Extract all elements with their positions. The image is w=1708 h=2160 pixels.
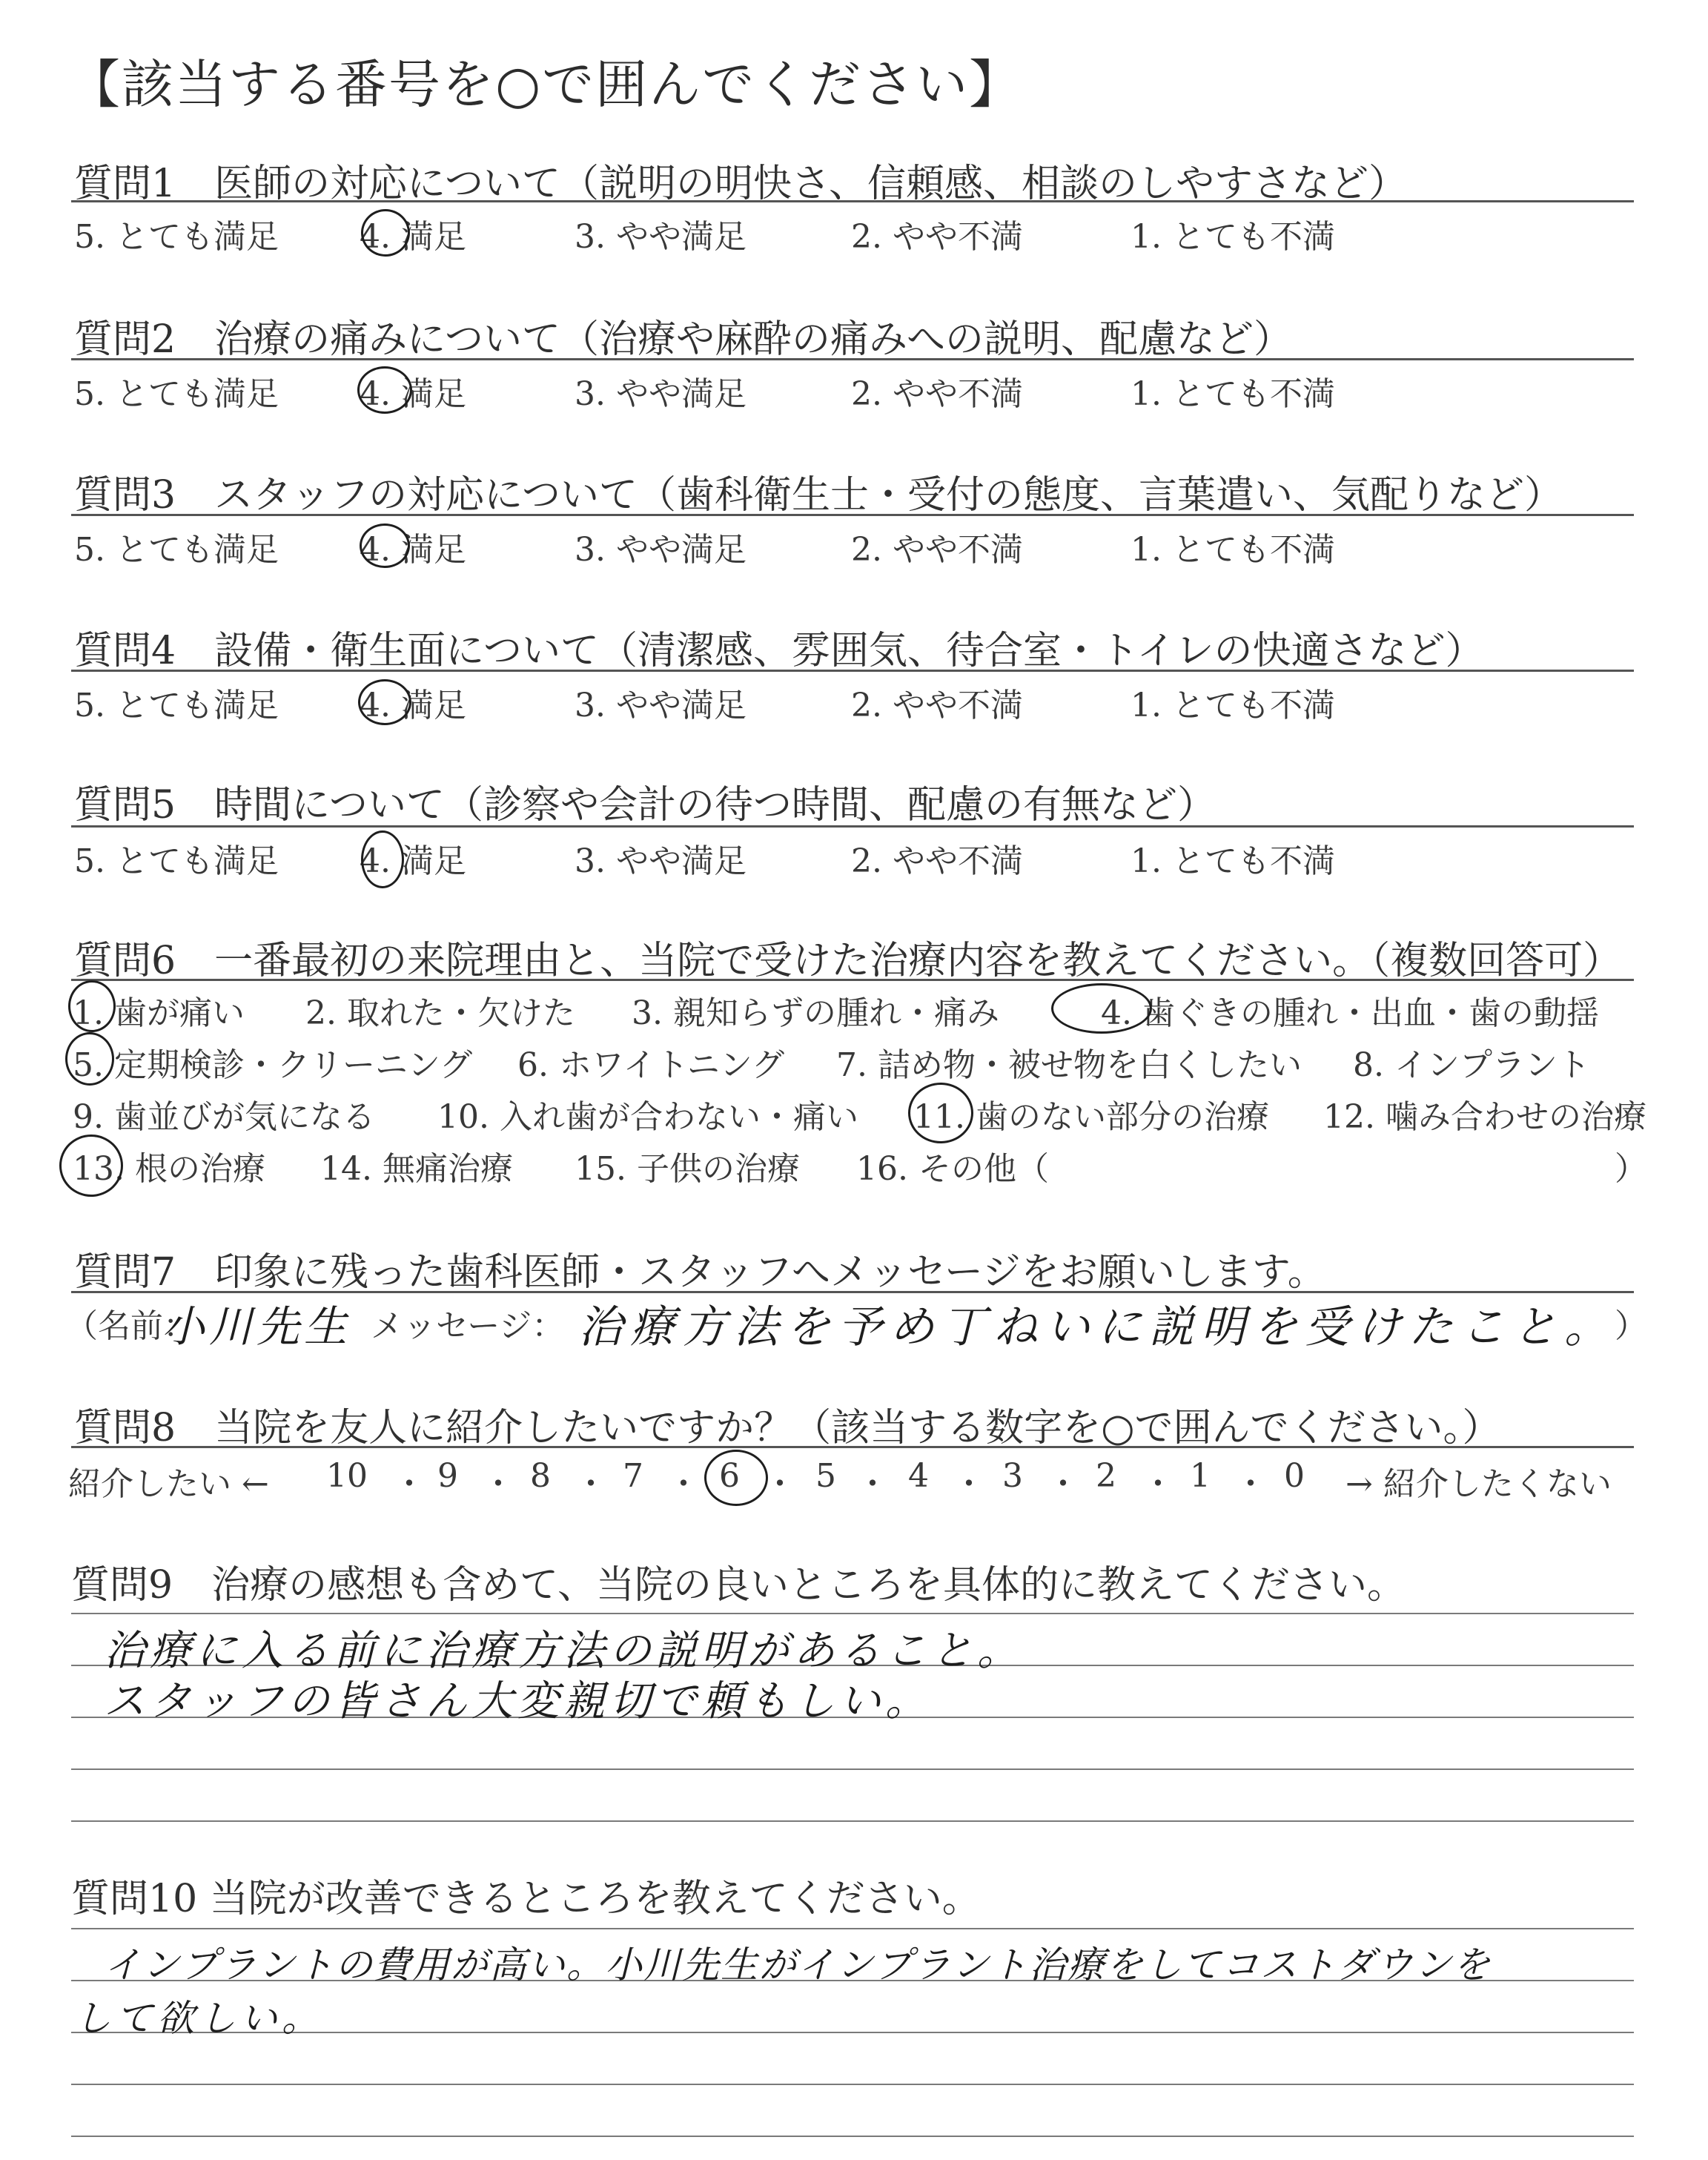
q2-title: 質問2 治療の痛みについて（治療や麻酔の痛みへの説明、配慮など） [74,317,1293,362]
q4-selected-circle [358,679,411,725]
q6-option-2[interactable]: 2. 取れた・欠けた [305,994,575,1032]
q8-rule [71,1446,1634,1448]
q4-title: 質問4 設備・衛生面について（清潔感、雰囲気、待合室・トイレの快適さなど） [74,629,1484,673]
q1-option-1[interactable]: 1. とても不満 [1131,218,1335,256]
q1-option-5[interactable]: 5. とても満足 [74,218,279,256]
q4-option-1[interactable]: 1. とても不満 [1131,687,1335,724]
q8-scale-1[interactable]: 1 [1190,1457,1211,1495]
q4-option-5[interactable]: 5. とても満足 [74,687,279,724]
q9-line-1 [71,1613,1634,1614]
q2-option-1[interactable]: 1. とても不満 [1131,375,1335,413]
q9-line-4 [71,1768,1634,1770]
q4-rule [71,670,1634,672]
q8-title: 質問8 当院を友人に紹介したいですか？（該当する数字を○で囲んでください。） [74,1406,1501,1450]
q8-left-label: 紹介したい ← [68,1465,269,1503]
q1-option-2[interactable]: 2. やや不満 [851,218,1023,256]
q3-option-1[interactable]: 1. とても不満 [1131,531,1335,569]
q8-right-label: → 紹介したくない [1345,1465,1612,1503]
q10-answer-line-2[interactable]: して欲しい。 [74,1997,323,2040]
q2-option-4[interactable]: 4. 満足 [360,375,466,413]
q8-scale-10[interactable]: 10 [326,1457,368,1495]
q3-option-2[interactable]: 2. やや不満 [851,531,1023,569]
q1-title: 質問1 医師の対応について（説明の明快さ、信頼感、相談のしやすさなど） [74,162,1407,206]
q9-title: 質問9 治療の感想も含めて、当院の良いところを具体的に教えてください。 [71,1563,1406,1608]
q6-option-5[interactable]: 5. 定期検診・クリーニング [73,1046,473,1084]
q4-option-4[interactable]: 4. 満足 [360,687,466,724]
q8-sep: ・ [575,1465,607,1503]
q6-selected-circle-4 [1051,983,1152,1034]
q6-option-4[interactable]: 4. 歯ぐきの腫れ・出血・歯の動揺 [1101,994,1599,1032]
q1-rule [71,200,1634,202]
q8-selected-circle [704,1450,768,1506]
q6-option-8[interactable]: 8. インプラント [1353,1046,1590,1084]
q6-rule [71,979,1634,981]
q8-sep: ・ [764,1465,796,1503]
q9-answer-line-2[interactable]: スタッフの皆さん大変親切で頼もしい。 [104,1677,931,1725]
q5-selected-circle [361,830,404,888]
q9-answer-line-1[interactable]: 治療に入る前に治療方法の説明があること。 [104,1627,1023,1675]
q8-scale-9[interactable]: 9 [437,1457,458,1495]
q5-option-1[interactable]: 1. とても不満 [1131,842,1335,880]
q5-title: 質問5 時間について（診察や会計の待つ時間、配慮の有無など） [74,783,1217,828]
q8-scale-7[interactable]: 7 [623,1457,643,1495]
q5-option-4[interactable]: 4. 満足 [360,842,466,880]
q2-option-5[interactable]: 5. とても満足 [74,375,279,413]
q6-option-14[interactable]: 14. 無痛治療 [320,1150,513,1188]
q8-scale-5[interactable]: 5 [815,1457,836,1495]
q6-option-10[interactable]: 10. 入れ歯が合わない・痛い [437,1098,858,1136]
q3-option-3[interactable]: 3. やや満足 [575,531,747,569]
q7-message-handwritten[interactable]: 治療方法を予め丁ねいに説明を受けたこと。 [578,1301,1616,1353]
q8-scale-0[interactable]: 0 [1284,1457,1305,1495]
q7-name-handwritten[interactable]: 小川先生 [162,1301,352,1352]
q7-message-label: メッセージ： [371,1307,565,1345]
q10-line-1 [71,1928,1634,1929]
q6-selected-circle-5 [65,1032,114,1086]
q6-option-9[interactable]: 9. 歯並びが気になる [73,1098,375,1136]
q3-rule [71,514,1634,516]
q8-sep: ・ [856,1465,889,1503]
q4-option-3[interactable]: 3. やや満足 [575,687,747,724]
q10-line-5 [71,2136,1634,2137]
q6-option-6[interactable]: 6. ホワイトニング [517,1046,785,1084]
q6-selected-circle-11 [908,1083,973,1143]
q8-scale-6[interactable]: 6 [719,1457,740,1495]
q6-option-11[interactable]: 11. 歯のない部分の治療 [913,1098,1269,1136]
q8-scale-3[interactable]: 3 [1002,1457,1023,1495]
q7-name-label: （名前： [65,1307,196,1345]
q2-rule [71,358,1634,360]
q5-option-3[interactable]: 3. やや満足 [575,842,747,880]
q5-option-5[interactable]: 5. とても満足 [74,842,279,880]
q6-other-close: ） [1615,1150,1647,1188]
q3-option-5[interactable]: 5. とても満足 [74,531,279,569]
q8-scale-2[interactable]: 2 [1096,1457,1116,1495]
q2-option-2[interactable]: 2. やや不満 [851,375,1023,413]
q6-option-3[interactable]: 3. 親知らずの腫れ・痛み [632,994,999,1032]
q8-sep: ・ [1047,1465,1079,1503]
q5-option-2[interactable]: 2. やや不満 [851,842,1023,880]
q8-scale-4[interactable]: 4 [908,1457,929,1495]
q6-selected-circle-1 [68,980,116,1032]
q3-selected-circle [360,524,410,568]
q8-sep: ・ [482,1465,514,1503]
q4-option-2[interactable]: 2. やや不満 [851,687,1023,724]
form-title: 【該当する番号を○で囲んでください】 [68,54,1023,115]
q6-title: 質問6 一番最初の来院理由と、当院で受けた治療内容を教えてください。（複数回答可） [74,939,1622,983]
q6-option-15[interactable]: 15. 子供の治療 [575,1150,800,1188]
q1-selected-circle [361,209,410,257]
q6-option-1[interactable]: 1. 歯が痛い [73,994,245,1032]
q10-line-4 [71,2084,1634,2085]
q8-sep: ・ [1142,1465,1174,1503]
q5-rule [71,825,1634,828]
q8-scale-8[interactable]: 8 [530,1457,551,1495]
q6-option-7[interactable]: 7. 詰め物・被せ物を白くしたい [836,1046,1302,1084]
q7-title: 質問7 印象に残った歯科医師・スタッフへメッセージをお願いします。 [74,1250,1326,1295]
q8-sep: ・ [953,1465,985,1503]
q6-option-12[interactable]: 12. 噛み合わせの治療 [1323,1098,1646,1136]
q6-selected-circle-13 [59,1135,123,1197]
q2-option-3[interactable]: 3. やや満足 [575,375,747,413]
q3-title: 質問3 スタッフの対応について（歯科衛生士・受付の態度、言葉遣い、気配りなど） [74,473,1563,518]
q1-option-4[interactable]: 4. 満足 [360,218,466,256]
q10-answer-line-1[interactable]: インプラントの費用が高い。小川先生がインプラント治療をしてコストダウンを [104,1943,1492,1986]
q7-close-paren: ） [1615,1307,1647,1345]
q1-option-3[interactable]: 3. やや満足 [575,218,747,256]
q8-sep: ・ [1234,1465,1267,1503]
q2-selected-circle [357,366,412,414]
q9-line-5 [71,1820,1634,1822]
q6-option-16[interactable]: 16. その他（ [856,1150,1049,1188]
q6-option-13[interactable]: 13. 根の治療 [73,1150,265,1188]
q10-title: 質問10 当院が改善できるところを教えてください。 [71,1877,981,1921]
q8-sep: ・ [667,1465,700,1503]
q8-sep: ・ [393,1465,426,1503]
q3-option-4[interactable]: 4. 満足 [360,531,466,569]
